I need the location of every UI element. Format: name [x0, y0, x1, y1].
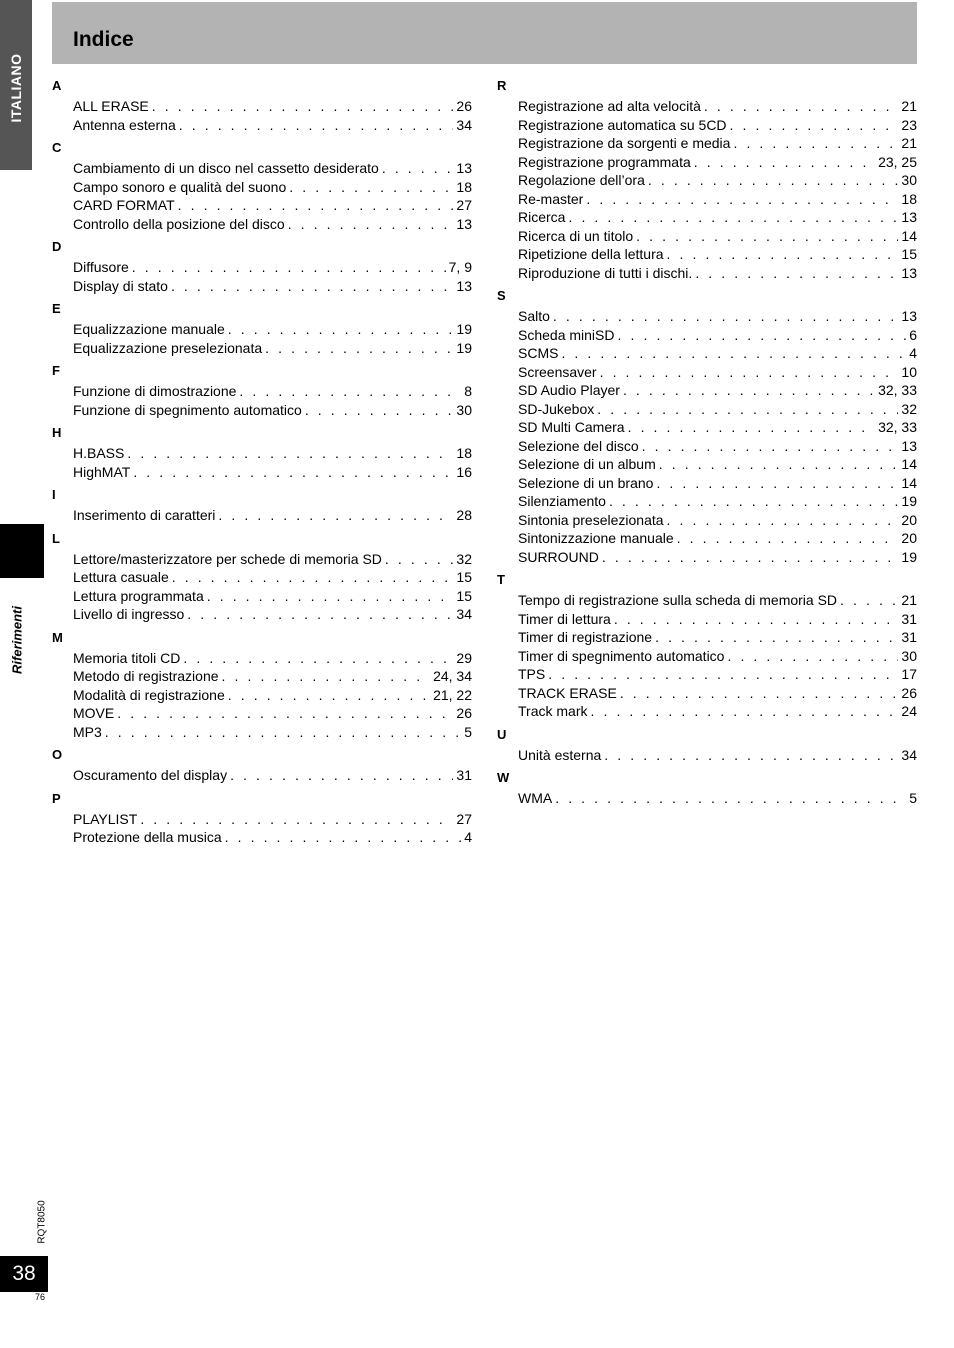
- index-entry: [518, 789, 917, 808]
- index-term: Livello di ingresso: [73, 606, 185, 622]
- index-letter: T: [497, 572, 505, 587]
- index-entry: [73, 550, 472, 569]
- index-term: Salto: [518, 308, 550, 324]
- dot-leader: [228, 686, 430, 705]
- dot-leader: [727, 647, 898, 666]
- index-term: WMA: [518, 790, 553, 806]
- index-term: MP3: [73, 723, 102, 740]
- index-page-ref: 10: [901, 363, 917, 380]
- index-entry: [518, 610, 917, 629]
- index-term: Equalizzazione preselezionata: [73, 339, 263, 356]
- dot-leader: [171, 277, 453, 296]
- index-entry: [518, 190, 917, 209]
- dot-leader: [230, 766, 453, 785]
- index-group: [52, 301, 472, 357]
- index-entry: [518, 492, 917, 511]
- dot-leader: [568, 208, 898, 227]
- index-page-ref: 24, 34: [433, 668, 472, 684]
- index-page-ref: 21: [901, 592, 917, 608]
- index-column-right: [497, 76, 917, 814]
- index-term: HighMAT: [73, 463, 131, 480]
- index-entry: [73, 704, 472, 723]
- dot-leader: [178, 196, 454, 215]
- index-term: Riproduzione di tutti i dischi.: [518, 264, 693, 281]
- header-bar: [52, 2, 917, 64]
- page-number: 38: [0, 1256, 48, 1292]
- index-entry: [518, 116, 917, 135]
- index-letter: S: [497, 288, 506, 303]
- index-letter: O: [52, 747, 63, 762]
- index-page-ref: 28: [456, 507, 472, 523]
- index-page-ref: 15: [456, 569, 472, 585]
- dot-leader: [628, 418, 875, 437]
- dot-leader: [667, 511, 899, 530]
- dot-leader: [548, 665, 898, 684]
- index-entry: [518, 418, 917, 437]
- index-entry: [73, 667, 472, 686]
- index-page-ref: 13: [456, 160, 472, 176]
- index-page-ref: 13: [901, 209, 917, 225]
- index-page-ref: 14: [901, 227, 917, 244]
- index-page-ref: 31: [901, 629, 917, 645]
- dot-leader: [600, 363, 899, 382]
- index-term: Scheda miniSD: [518, 326, 615, 343]
- index-letter: M: [52, 629, 63, 645]
- index-group: [52, 487, 472, 525]
- index-entry: [518, 171, 917, 190]
- index-page-ref: 18: [456, 178, 472, 195]
- index-term: Lettura casuale: [73, 569, 169, 585]
- dot-leader: [127, 444, 453, 463]
- dot-leader: [602, 548, 899, 567]
- index-entry: [518, 746, 917, 765]
- index-entry: [518, 245, 917, 264]
- index-page-ref: 23, 25: [878, 153, 917, 170]
- index-page-ref: 24: [901, 703, 917, 719]
- index-entry: [73, 258, 472, 277]
- dot-leader: [840, 591, 898, 610]
- index-term: Cambiamento di un disco nel cassetto desiderato: [73, 160, 379, 176]
- index-group: [497, 770, 917, 808]
- index-entry: [518, 628, 917, 647]
- index-page-ref: 21: [901, 135, 917, 151]
- dot-leader: [586, 190, 898, 209]
- index-term: Antenna esterna: [73, 116, 176, 133]
- index-entry: [518, 381, 917, 400]
- index-page-ref: 15: [456, 587, 472, 604]
- index-group: [497, 572, 917, 721]
- index-term: Selezione del disco: [518, 437, 639, 454]
- dot-leader: [239, 382, 461, 401]
- index-entry: [518, 344, 917, 363]
- dot-leader: [187, 605, 453, 624]
- index-letter: L: [52, 530, 60, 546]
- index-page-ref: 32, 33: [878, 419, 917, 435]
- index-page-ref: 13: [901, 264, 917, 281]
- dot-leader: [218, 506, 453, 525]
- index-letter: A: [52, 78, 62, 93]
- page-title: Indice: [73, 28, 134, 51]
- index-term: Regolazione dell’ora: [518, 172, 645, 188]
- index-entry: [73, 723, 472, 742]
- index-letter: I: [52, 487, 56, 502]
- index-page-ref: 18: [456, 445, 472, 461]
- index-page-ref: 13: [901, 308, 917, 324]
- index-term: Selezione di un album: [518, 456, 656, 472]
- dot-leader: [636, 227, 898, 246]
- language-label: ITALIANO: [8, 53, 24, 123]
- index-page-ref: 7, 9: [448, 259, 472, 275]
- index-page-ref: 30: [456, 401, 472, 418]
- index-page-ref: 30: [901, 647, 917, 664]
- index-page-ref: 21: [901, 98, 917, 114]
- dot-leader: [590, 702, 898, 721]
- index-page-ref: 19: [901, 493, 917, 509]
- dot-leader: [677, 529, 899, 548]
- dot-leader: [382, 159, 454, 178]
- index-page-ref: 32: [456, 550, 472, 567]
- index-entry: [73, 828, 472, 847]
- index-group: [52, 747, 472, 785]
- index-page-ref: 15: [901, 246, 917, 262]
- index-entry: [518, 264, 917, 283]
- index-page-ref: 34: [901, 746, 917, 763]
- index-letter: C: [52, 140, 62, 155]
- index-entry: [518, 326, 917, 345]
- index-entry: [73, 215, 472, 234]
- index-term: Tempo di registrazione sulla scheda di memoria SD: [518, 592, 838, 608]
- index-page-ref: 19: [901, 548, 917, 565]
- index-group: [52, 363, 472, 419]
- dot-leader: [183, 649, 453, 668]
- index-term: Equalizzazione manuale: [73, 321, 225, 337]
- index-term: Modalità di registrazione: [73, 686, 225, 703]
- dot-leader: [648, 171, 899, 190]
- index-entry: [518, 153, 917, 172]
- index-page-ref: 4: [909, 345, 917, 361]
- index-page-ref: 16: [456, 463, 472, 480]
- index-entry: [518, 474, 917, 493]
- index-column-left: [52, 76, 472, 853]
- dot-leader: [179, 116, 454, 135]
- dot-leader: [222, 667, 431, 686]
- index-letter: U: [497, 726, 507, 742]
- index-term: Timer di registrazione: [518, 629, 653, 645]
- index-term: Timer di spegnimento automatico: [518, 647, 725, 664]
- page-subnumber: 76: [35, 1292, 46, 1302]
- index-page-ref: 20: [901, 530, 917, 546]
- index-entry: [73, 766, 472, 785]
- index-letter: R: [497, 78, 507, 93]
- index-term: Registrazione programmata: [518, 153, 691, 170]
- index-term: SCMS: [518, 345, 559, 361]
- index-entry: [518, 665, 917, 684]
- index-term: Memoria titoli CD: [73, 649, 181, 666]
- index-entry: [73, 506, 472, 525]
- dot-leader: [695, 264, 898, 283]
- index-page-ref: 8: [464, 383, 472, 399]
- index-term: Registrazione ad alta velocità: [518, 98, 701, 114]
- index-term: SD-Jukebox: [518, 400, 595, 417]
- dot-leader: [694, 153, 875, 172]
- index-page-ref: 21, 22: [433, 686, 472, 703]
- index-entry: [518, 134, 917, 153]
- dot-leader: [152, 97, 454, 116]
- index-term: SURROUND: [518, 548, 599, 565]
- index-page-ref: 5: [464, 723, 472, 740]
- index-group: [497, 727, 917, 765]
- index-letter: P: [52, 790, 61, 806]
- index-term: Registrazione automatica su 5CD: [518, 116, 727, 133]
- index-term: Diffusore: [73, 259, 129, 275]
- dot-leader: [555, 789, 906, 808]
- index-entry: [518, 437, 917, 456]
- index-term: Metodo di registrazione: [73, 668, 219, 684]
- index-page-ref: 19: [456, 339, 472, 356]
- index-page-ref: 27: [456, 810, 472, 827]
- index-group: [52, 531, 472, 624]
- index-term: Inserimento di caratteri: [73, 507, 216, 523]
- index-entry: [73, 159, 472, 178]
- index-entry: [518, 511, 917, 530]
- dot-leader: [623, 381, 875, 400]
- dot-leader: [642, 437, 899, 456]
- dot-leader: [385, 550, 454, 569]
- index-entry: [518, 307, 917, 326]
- index-page-ref: 26: [901, 684, 917, 701]
- index-entry: [73, 649, 472, 668]
- dot-leader: [265, 339, 453, 358]
- dot-leader: [620, 684, 899, 703]
- index-entry: [73, 382, 472, 401]
- index-page-ref: 26: [456, 98, 472, 114]
- index-term: Protezione della musica: [73, 829, 222, 845]
- index-group: [52, 239, 472, 295]
- section-marker: [0, 524, 44, 578]
- index-page-ref: 13: [456, 215, 472, 232]
- index-term: Controllo della posizione del disco: [73, 215, 285, 232]
- index-term: Selezione di un brano: [518, 474, 654, 491]
- index-term: H.BASS: [73, 445, 125, 461]
- index-entry: [518, 97, 917, 116]
- index-page-ref: 32: [901, 400, 917, 417]
- dot-leader: [172, 568, 454, 587]
- index-page-ref: 18: [901, 190, 917, 207]
- index-term: Ricerca: [518, 209, 566, 225]
- index-group: [497, 288, 917, 566]
- index-term: ALL ERASE: [73, 98, 149, 114]
- dot-leader: [667, 245, 899, 264]
- index-term: Display di stato: [73, 277, 168, 294]
- index-page-ref: 26: [456, 705, 472, 721]
- index-term: SD Audio Player: [518, 382, 620, 398]
- index-entry: [518, 591, 917, 610]
- index-letter: F: [52, 363, 60, 378]
- index-page-ref: 27: [456, 197, 472, 213]
- index-entry: [73, 320, 472, 339]
- index-term: Ripetizione della lettura: [518, 246, 664, 262]
- index-entry: [518, 548, 917, 567]
- dot-leader: [288, 215, 454, 234]
- index-entry: [73, 178, 472, 197]
- document-code: RQT8050: [36, 1200, 48, 1244]
- section-label: Riferimenti: [9, 606, 25, 674]
- index-entry: [73, 810, 472, 829]
- index-page-ref: 13: [456, 277, 472, 294]
- index-page-ref: 34: [456, 116, 472, 133]
- index-term: Timer di lettura: [518, 610, 611, 627]
- index-entry: [518, 227, 917, 246]
- index-term: Screensaver: [518, 363, 597, 380]
- dot-leader: [105, 723, 461, 742]
- dot-leader: [553, 307, 899, 326]
- index-term: Unità esterna: [518, 746, 602, 763]
- language-tab: [0, 0, 32, 170]
- dot-leader: [614, 610, 899, 629]
- index-entry: [73, 97, 472, 116]
- index-term: Lettura programmata: [73, 587, 204, 604]
- index-term: TPS: [518, 666, 546, 682]
- index-term: Funzione di spegnimento automatico: [73, 401, 302, 418]
- index-page-ref: 20: [901, 511, 917, 528]
- index-page-ref: 17: [901, 666, 917, 682]
- index-term: Sintonizzazione manuale: [518, 530, 674, 546]
- index-group: [52, 425, 472, 481]
- index-entry: [73, 587, 472, 606]
- dot-leader: [140, 810, 453, 829]
- index-entry: [518, 684, 917, 703]
- dot-leader: [730, 116, 899, 135]
- index-group: [497, 78, 917, 282]
- index-entry: [518, 455, 917, 474]
- dot-leader: [656, 474, 898, 493]
- index-entry: [73, 116, 472, 135]
- dot-leader: [207, 587, 454, 606]
- index-term: PLAYLIST: [73, 810, 138, 827]
- index-entry: [73, 568, 472, 587]
- index-entry: [73, 277, 472, 296]
- dot-leader: [117, 704, 453, 723]
- index-entry: [73, 444, 472, 463]
- dot-leader: [132, 258, 446, 277]
- index-entry: [518, 702, 917, 721]
- index-page-ref: 31: [901, 610, 917, 627]
- index-group: [52, 78, 472, 134]
- index-term: Registrazione da sorgenti e media: [518, 135, 731, 151]
- index-term: Funzione di dimostrazione: [73, 383, 237, 399]
- index-entry: [73, 339, 472, 358]
- index-entry: [518, 529, 917, 548]
- index-page-ref: 34: [456, 606, 472, 622]
- dot-leader: [133, 463, 453, 482]
- index-letter: H: [52, 425, 62, 440]
- index-term: SD Multi Camera: [518, 419, 625, 435]
- index-letter: D: [52, 239, 62, 254]
- index-term: CARD FORMAT: [73, 197, 175, 213]
- index-entry: [518, 363, 917, 382]
- dot-leader: [655, 628, 898, 647]
- index-page-ref: 23: [901, 116, 917, 133]
- index-group: [52, 140, 472, 233]
- dot-leader: [704, 97, 899, 116]
- index-page-ref: 19: [456, 321, 472, 337]
- index-page-ref: 13: [901, 437, 917, 454]
- index-term: Silenziamento: [518, 493, 606, 509]
- index-page-ref: 14: [901, 456, 917, 472]
- index-term: Sintonia preselezionata: [518, 511, 664, 528]
- index-entry: [73, 605, 472, 624]
- index-entry: [518, 400, 917, 419]
- index-term: MOVE: [73, 705, 115, 721]
- index-page-ref: 6: [909, 326, 917, 343]
- index-term: Track mark: [518, 703, 588, 719]
- index-entry: [73, 196, 472, 215]
- index-term: Re-master: [518, 190, 584, 207]
- index-page-ref: 29: [456, 649, 472, 666]
- index-term: Campo sonoro e qualità del suono: [73, 178, 287, 195]
- index-term: Oscuramento del display: [73, 767, 228, 783]
- dot-leader: [618, 326, 907, 345]
- dot-leader: [305, 401, 454, 420]
- dot-leader: [561, 344, 906, 363]
- dot-leader: [597, 400, 898, 419]
- dot-leader: [733, 134, 898, 153]
- dot-leader: [659, 455, 899, 474]
- index-page-ref: 5: [909, 790, 917, 806]
- dot-leader: [225, 828, 462, 847]
- dot-leader: [289, 178, 453, 197]
- index-page-ref: 14: [901, 474, 917, 491]
- index-entry: [518, 208, 917, 227]
- dot-leader: [609, 492, 898, 511]
- index-term: Lettore/masterizzatore per schede di memoria SD: [73, 550, 382, 567]
- index-entry: [73, 686, 472, 705]
- index-group: [52, 630, 472, 742]
- dot-leader: [604, 746, 898, 765]
- dot-leader: [228, 320, 454, 339]
- index-page-ref: 32, 33: [878, 382, 917, 398]
- index-entry: [73, 401, 472, 420]
- index-letter: E: [52, 301, 61, 316]
- index-group: [52, 791, 472, 847]
- index-page-ref: 4: [464, 829, 472, 845]
- index-letter: W: [497, 770, 510, 785]
- index-page-ref: 30: [901, 172, 917, 188]
- index-term: TRACK ERASE: [518, 684, 617, 701]
- index-entry: [73, 463, 472, 482]
- index-entry: [518, 647, 917, 666]
- index-page-ref: 31: [456, 767, 472, 783]
- index-term: Ricerca di un titolo: [518, 227, 634, 244]
